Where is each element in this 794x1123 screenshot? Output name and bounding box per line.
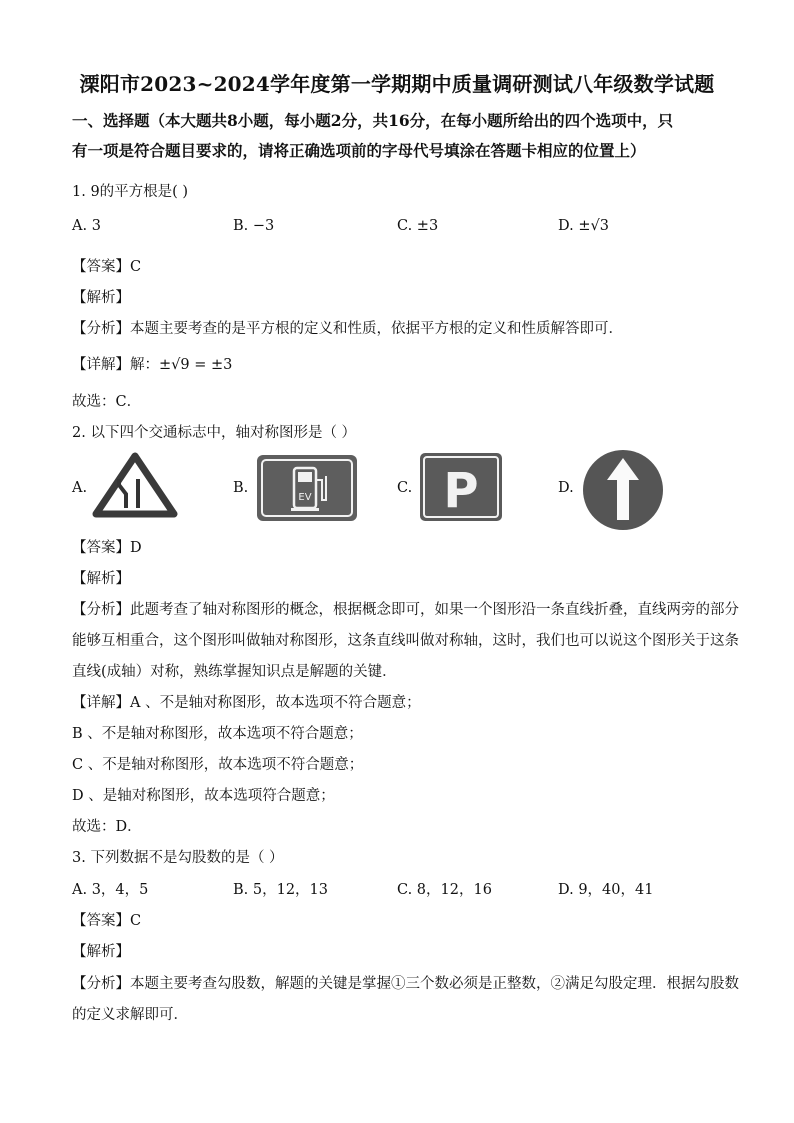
section-heading-line1: 一、选择题（本大题共8小题，每小题2分，共16分，在每小题所给出的四个选项中，只 [72,111,674,130]
q1-detail: 【详解】解：±√9 = ±3 [72,357,233,373]
q1-answer: 【答案】C [72,259,142,275]
q2-analysis-line2: 能够互相重合，这个图形叫做轴对称图形，这条直线叫做对称轴，这时，我们也可以说这个图形关于这条 [72,633,739,649]
q3-stem: 3. 下列数据不是勾股数的是（ ） [72,850,284,866]
q3-option-d: D. 9，40，41 [558,882,654,898]
q2-detail-a: 【详解】A 、不是轴对称图形，故本选项不符合题意； [72,695,421,711]
page-title: 溧阳市2023~2024学年度第一学期期中质量调研测试八年级数学试题 [79,72,715,96]
q2-detail-c: C 、不是轴对称图形，故本选项不符合题意； [72,757,364,773]
q3-analysis-line2: 的定义求解即可． [72,1007,188,1023]
q3-option-b: B. 5，12，13 [233,882,329,898]
q2-analysis-line3: 直线(成轴）对称，熟练掌握知识点是解题的关键． [72,664,397,680]
sign-ev-charging [256,454,358,522]
q1-option-d: D. ±√3 [558,218,609,234]
q1-option-b: B. −3 [233,218,275,234]
q2-option-c-label: C. [397,480,413,496]
q3-jiexi: 【解析】 [72,944,130,960]
q2-option-a-label: A. [72,480,88,496]
q1-stem: 1. 9的平方根是( ) [72,184,189,200]
q2-conclusion: 故选：D． [72,819,142,835]
q2-detail-d: D 、是轴对称图形，故本选项符合题意； [72,788,335,804]
sign-narrowing-road-triangle [92,452,178,518]
sign-parking [419,452,503,522]
q2-answer: 【答案】D [72,540,142,556]
q3-option-a: A. 3，4，5 [72,882,149,898]
ev-text: EV [298,492,312,503]
sign-straight-ahead-arrow [581,448,665,532]
q1-conclusion: 故选：C． [72,394,142,410]
q1-option-a: A. 3 [72,218,101,234]
q2-option-b-label: B. [233,480,249,496]
q2-detail-b: B 、不是轴对称图形，故本选项不符合题意； [72,726,363,742]
parking-letter: P [443,463,479,519]
q3-analysis-line1: 【分析】本题主要考查勾股数，解题的关键是掌握①三个数必须是正整数，②满足勾股定理．根据勾股数 [72,976,739,992]
q2-option-d-label: D. [558,480,574,496]
q2-jiexi: 【解析】 [72,571,130,587]
q1-analysis: 【分析】本题主要考查的是平方根的定义和性质，依据平方根的定义和性质解答即可． [72,321,623,337]
q2-analysis-line1: 【分析】此题考查了轴对称图形的概念，根据概念即可，如果一个图形沿一条直线折叠，直线两旁的部分 [72,602,739,618]
q1-option-c: C. ±3 [397,218,439,234]
q3-answer: 【答案】C [72,913,142,929]
q3-option-c: C. 8，12，16 [397,882,492,898]
q2-stem: 2. 以下四个交通标志中，轴对称图形是（ ） [72,425,357,441]
q1-jiexi: 【解析】 [72,290,130,306]
section-heading-line2: 有一项是符合题目要求的，请将正确选项前的字母代号填涂在答题卡相应的位置上） [72,141,646,160]
